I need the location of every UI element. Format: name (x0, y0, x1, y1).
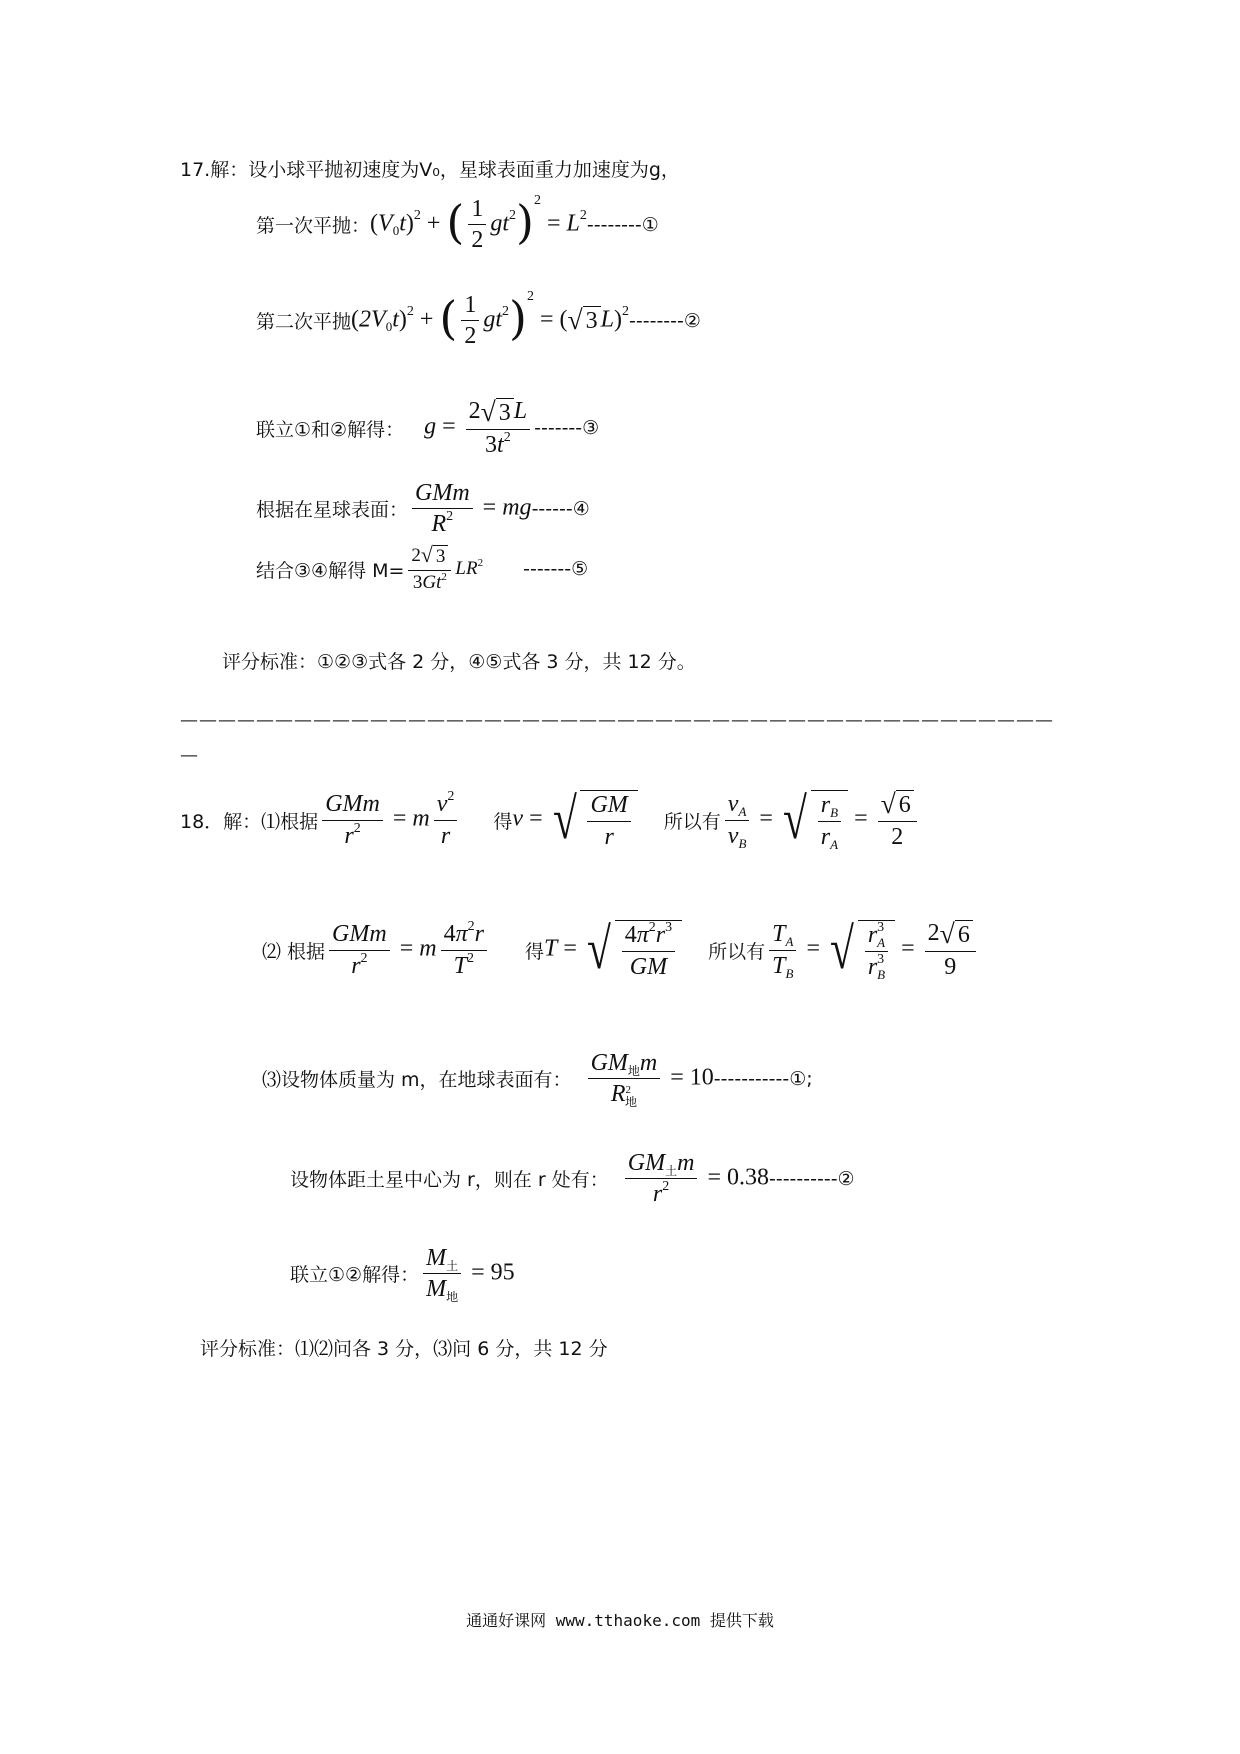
q18-part1 (180, 786, 921, 852)
q17-surface-label: 根据在星球表面： (256, 499, 409, 522)
q17-eq3-formula: g = 2 √ 3 L $3t^2$ (424, 398, 534, 458)
q18-part1-prefix: 18．解：⑴根据 (180, 810, 319, 833)
q18-obtain-T: 得 (524, 940, 544, 963)
q17-mark-3: -------③ (534, 417, 600, 440)
q18-part1-eq: $\frac{\text{GMm}}{r^2}$ = m $\frac{v^2}{r}$ (318, 791, 461, 849)
sub-earth-3: 地 (446, 1290, 459, 1305)
q17-mark-2: --------② (629, 309, 701, 332)
q18-part3-saturn (290, 1150, 855, 1208)
sub-earth-1: 地 (627, 1064, 640, 1078)
q18-combine-label: 联立①②解得： (290, 1264, 420, 1287)
q18-part2-eq: $\frac{\text{GMm}}{r^2}$ = m $\frac{4\pi^2r}{T^2}$ (325, 921, 491, 979)
q17-eq4 (256, 480, 590, 538)
q18-v-formula: v = √ $\frac{GM}{r}$ (512, 790, 637, 850)
q17-second-label: 第二次平抛 (256, 311, 352, 334)
q18-part2 (262, 916, 980, 982)
q17-mark-1: --------① (586, 213, 659, 236)
q18-saturn-label: 设物体距土星中心为 r，则在 r 处有： (290, 1169, 609, 1192)
q18-so-have-2: 所以有 (708, 940, 766, 963)
q18-so-have-1: 所以有 (663, 810, 721, 833)
q17-eq2-formula: $(2V_0t)^2$ + ( $\frac{1}{2}$ $gt^2)^2$ = ( √ 3 L)$^2$ (351, 289, 630, 350)
q18-T-formula: T = √ $\frac{4\pi^2r^3}{GM}$ (544, 920, 682, 980)
q18-part3-label: ⑶设物体质量为 m，在地球表面有： (262, 1069, 572, 1092)
q17-eq5-formula: 2 √ 3 3Gt$^2$ $LR^2$ (404, 545, 483, 594)
q18-obtain-v: 得 (493, 810, 513, 833)
q17-scoring: 评分标准：①②③式各 2 分，④⑤式各 3 分，共 12 分。 (222, 651, 696, 673)
q18-T-ratio: $\frac{T_A}{T_B}$ = √ $\frac{r^3_A}{r^3_B}$ = 2 √ 6 9 (765, 920, 980, 980)
q17-mark-5: -------⑤ (523, 558, 589, 581)
q18-saturn-eq: $\frac{GM_土m}{r^2}$ = 0.38 (621, 1150, 769, 1208)
q18-scoring: 评分标准：⑴⑵问各 3 分，⑶问 6 分，共 12 分 (200, 1338, 608, 1360)
q17-eq4-formula: $\frac{\text{GMm}}{R^2}$ = mg (408, 480, 532, 538)
q18-part3-result (290, 1245, 515, 1303)
separator-line: —————————————————————————————————————————————— (180, 710, 1054, 731)
q17-mark-4: ------④ (531, 497, 590, 520)
separator-line-tail: — (180, 745, 199, 766)
q18-v-ratio: $\frac{v_A}{v_B}$ = √ $\frac{r_B}{r_A}$ = √ 6 2 (721, 790, 921, 850)
q17-combine-label: 联立①和②解得： (256, 418, 405, 441)
q18-earth-mark: -----------①; (713, 1067, 813, 1090)
q17-eq3 (256, 398, 599, 458)
sub-saturn-1: 土 (665, 1164, 678, 1178)
q17-result-label: 结合③④解得 M= (256, 559, 405, 582)
q17-eq1 (256, 193, 659, 254)
q18-earth-eq: $\frac{GM_地m}{R^2_地}$ = 10 (584, 1050, 714, 1108)
q18-part2-prefix: ⑵ 根据 (262, 940, 326, 963)
sub-earth-2: 地 (624, 1095, 637, 1110)
q17-intro: 17.解：设小球平抛初速度为V₀，星球表面重力加速度为g， (180, 159, 680, 181)
q18-earth-value: 10 (689, 1064, 714, 1091)
q18-part3-earth (262, 1050, 813, 1108)
q18-saturn-mark: ----------② (768, 1167, 855, 1190)
q17-eq1-formula: $(V_0t)^2$ + ( $\frac{1}{2}$ $gt^2)^2 = L^2$ (370, 193, 587, 254)
q18-saturn-value: 0.38 (726, 1164, 769, 1191)
q17-eq5 (256, 545, 588, 594)
q18-ratio-value: 95 (490, 1259, 515, 1286)
q18-ratio-eq: $\frac{M_土}{M_地}$ = 95 (419, 1245, 515, 1303)
page-footer: 通通好课网 www.tthaoke.com 提供下载 (466, 1611, 774, 1630)
sub-saturn-2: 土 (446, 1259, 459, 1273)
q17-first-label: 第一次平抛： (256, 215, 371, 238)
q17-eq2 (256, 289, 701, 350)
